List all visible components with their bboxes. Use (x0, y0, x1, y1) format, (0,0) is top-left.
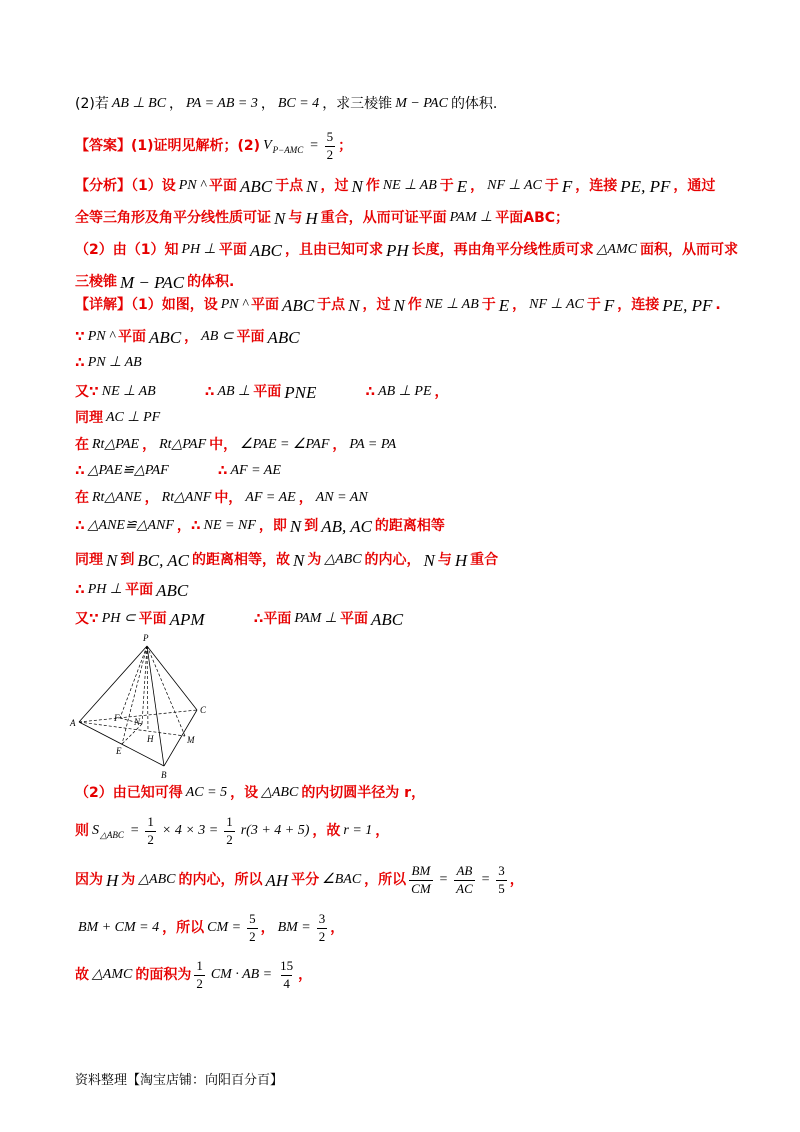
plain-text: ， (169, 96, 184, 112)
segment-ph (147, 646, 148, 731)
math-expression: PN ⊥ AB (87, 355, 142, 370)
math-expression: Rt△PAF (159, 437, 207, 452)
fraction-numerator: BM (411, 862, 431, 878)
emphasis-text: ∴ (75, 355, 85, 371)
part2-line-2 (75, 813, 390, 847)
math-expression: Rt△PAE (92, 437, 140, 452)
part2-line-4 (75, 910, 345, 944)
math-expression: BM = (277, 920, 311, 935)
emphasis-text: 则 (75, 823, 89, 839)
emphasis-text: 同理 (75, 410, 103, 426)
vertex-label-p: P (143, 633, 149, 643)
math-expression: ABC (149, 327, 182, 347)
emphasis-text: 【分析】（1）设 (75, 178, 176, 194)
emphasis-text: ∴ (204, 384, 215, 400)
emphasis-text: ∴平面 (253, 611, 292, 627)
emphasis-text: 到 (304, 518, 319, 534)
fraction-denominator: 2 (318, 928, 326, 944)
emphasis-text: 全等三角形及角平分线性质可证 (75, 210, 271, 226)
emphasis-text: 长度，再由角平分线性质可求 (411, 242, 594, 258)
page-footer: 资料整理【淘宝店铺：向阳百分百】 (75, 1072, 284, 1088)
math-expression: r = 1 (343, 823, 373, 838)
emphasis-text: ； (338, 138, 353, 154)
fraction-denominator: 2 (326, 146, 334, 162)
emphasis-text: 的内心， (364, 552, 421, 568)
emphasis-text: . (715, 297, 721, 313)
math-expression: △ABC (324, 552, 362, 567)
emphasis-text: 在 (75, 437, 89, 453)
emphasis-text: ， (330, 920, 345, 936)
emphasis-text: ， (332, 437, 347, 453)
math-expression: N (306, 176, 318, 196)
math-expression: CM = (207, 920, 242, 935)
fraction (409, 864, 433, 897)
fraction-numerator: 1 (147, 813, 154, 829)
math-expression: ABC (371, 609, 404, 629)
emphasis-text: （2）由（1）知 (75, 242, 179, 258)
emphasis-text: 平面 (118, 329, 147, 345)
math-expression: = (480, 872, 491, 887)
fraction-numerator: 5 (326, 128, 334, 144)
edge-ab (79, 722, 164, 766)
math-expression: NE ⊥ AB (424, 297, 479, 312)
math-expression: AB, AC (321, 516, 372, 536)
fraction (317, 912, 328, 945)
detail-line-8 (75, 484, 371, 512)
math-expression: N (292, 550, 305, 570)
math-expression: PH ⊥ (87, 582, 123, 597)
math-expression: N (289, 516, 302, 536)
math-expression: BM + CM = 4 (78, 920, 160, 935)
analysis-line-1 (75, 172, 715, 200)
math-expression: PA = PA (349, 437, 397, 452)
math-expression: × 4 × 3 = (161, 823, 219, 838)
emphasis-text: ，即 (258, 518, 287, 534)
math-expression: △ANE≌△ANF (87, 518, 174, 533)
segment-am (79, 722, 185, 736)
emphasis-text: ， (142, 437, 157, 453)
emphasis-text: ∴ (365, 384, 376, 400)
math-expression: r(3 + 4 + 5) (240, 823, 310, 838)
detail-line-7 (75, 457, 284, 485)
emphasis-text: 作 (407, 297, 422, 313)
math-expression: △PAE≌△PAF (87, 463, 169, 478)
fraction-denominator: CM (411, 880, 431, 896)
math-expression: AB ⊥ BC (111, 96, 167, 111)
point-label-h: H (147, 734, 154, 744)
math-expression: = (309, 138, 319, 153)
segment-ne (122, 724, 142, 744)
emphasis-text: 的内切圆半径为 r， (301, 785, 426, 801)
math-expression: Rt△ANE (92, 490, 142, 505)
math-expression: PNE (284, 382, 317, 402)
symbol-subscript: P−AMC (272, 145, 304, 155)
math-expression: AC ⊥ PF (106, 410, 161, 425)
math-expression: N (348, 295, 360, 315)
detail-line-10 (75, 546, 498, 574)
part2-line-1 (75, 779, 425, 807)
emphasis-text: 同理 (75, 552, 103, 568)
math-expression: M − PAC (395, 96, 448, 111)
math-expression: = (438, 872, 449, 887)
math-expression: ABC (240, 176, 273, 196)
vertex-label-c: C (200, 705, 207, 715)
math-expression: H (106, 870, 119, 890)
plain-text: 的体积. (450, 96, 498, 112)
symbol-subscript: △ABC (100, 830, 124, 840)
vertex-label-a: A (70, 718, 76, 728)
segment-pm (147, 646, 185, 736)
point-label-e: E (116, 746, 122, 756)
emphasis-text: ∴ (75, 582, 85, 598)
math-expression: ABC (249, 240, 282, 260)
math-expression: NF ⊥ AC (487, 178, 542, 193)
math-expression: ABC (156, 580, 189, 600)
detail-line-2 (75, 323, 303, 351)
emphasis-text: 的面积为 (135, 967, 192, 983)
emphasis-text: ，通过 (673, 178, 716, 194)
math-expression: AC = 5 (185, 785, 228, 800)
fraction (325, 130, 336, 163)
math-expression: NE ⊥ AB (101, 384, 156, 399)
emphasis-text: 与 (437, 552, 452, 568)
math-expression: ∠BAC (322, 872, 362, 887)
fraction-numerator: 3 (318, 910, 326, 926)
plain-text: ，求三棱锥 (322, 96, 393, 112)
fraction (224, 815, 235, 848)
math-expression: NF ⊥ AC (529, 297, 584, 312)
math-expression: PAM ⊥ (294, 611, 337, 626)
math-expression: PN ^ (87, 329, 116, 344)
detail-line-12 (75, 605, 406, 633)
math-expression: F (561, 176, 573, 196)
math-expression: PH ⊥ (181, 242, 216, 257)
emphasis-text: 为 (307, 552, 322, 568)
detail-line-1 (75, 291, 721, 319)
emphasis-text: 于 (481, 297, 496, 313)
math-expression: PN ^ (220, 297, 249, 312)
detail-line-9 (75, 512, 445, 540)
emphasis-text: ，故 (312, 823, 341, 839)
math-expression: PH (385, 240, 409, 260)
fraction-denominator: 2 (226, 831, 233, 847)
emphasis-text: ， (509, 872, 524, 888)
emphasis-text: ∴ (75, 518, 85, 534)
math-expression: E (498, 295, 510, 315)
fraction (194, 959, 205, 992)
fraction-numerator: 3 (498, 862, 505, 878)
emphasis-text: 重合 (470, 552, 499, 568)
math-expression: CM · AB = (210, 967, 273, 982)
emphasis-text: ， (470, 178, 485, 194)
emphasis-text: ，∴ (176, 518, 201, 534)
detail-line-3 (75, 349, 145, 377)
emphasis-text: 又∵ (75, 384, 99, 400)
emphasis-text: 平面 (251, 297, 280, 313)
analysis-line-2 (75, 204, 569, 232)
math-expression: Rt△ANF (161, 490, 212, 505)
emphasis-text: 的距离相等，故 (191, 552, 290, 568)
plain-text: ， (260, 96, 275, 112)
fraction (145, 815, 156, 848)
math-expression: H (305, 208, 318, 228)
math-expression: ABC (282, 295, 315, 315)
emphasis-text: ∴ (75, 463, 85, 479)
emphasis-text: ， (260, 920, 275, 936)
math-expression: △ABC (261, 785, 299, 800)
fraction-numerator: 5 (249, 910, 256, 926)
emphasis-text: 故 (75, 967, 89, 983)
emphasis-text: 的体积. (187, 274, 235, 290)
math-expression: NE = NF (203, 518, 256, 533)
detail-line-5 (75, 404, 163, 432)
pyramid-figure (68, 632, 228, 782)
fraction (454, 864, 475, 897)
emphasis-text: 平面 (125, 582, 154, 598)
math-expression: N (393, 295, 405, 315)
math-expression: △ABC (138, 872, 176, 887)
emphasis-text: ，且由已知可求 (284, 242, 383, 258)
emphasis-text: 平面 (253, 384, 282, 400)
symbol-base: S (92, 823, 99, 838)
point-label-f: F (114, 713, 120, 723)
emphasis-text: ， (184, 329, 199, 345)
math-expression: N (423, 550, 435, 570)
math-expression: N (351, 176, 363, 196)
emphasis-text: 于 (586, 297, 601, 313)
detail-line-11 (75, 576, 191, 604)
detail-line-6 (75, 431, 399, 459)
plain-text: (2)若 (75, 96, 109, 112)
emphasis-text: 【详解】（1）如图，设 (75, 297, 218, 313)
math-expression: △AMC (596, 242, 637, 257)
emphasis-text: ，所以 (162, 920, 205, 936)
emphasis-text: ， (298, 490, 313, 506)
subscripted-symbol (92, 824, 124, 838)
detail-line-4 (75, 378, 449, 406)
math-expression: F (603, 295, 615, 315)
math-expression: N (106, 550, 118, 570)
fraction-denominator: 4 (283, 975, 290, 991)
emphasis-text: 中， (214, 490, 243, 506)
emphasis-text: 于 (544, 178, 559, 194)
emphasis-text: 【答案】(1)证明见解析；(2) (75, 138, 261, 154)
math-expression: AH (265, 870, 289, 890)
fraction-numerator: 1 (226, 813, 233, 829)
fraction-denominator: 2 (249, 928, 256, 944)
analysis-line-3 (75, 236, 738, 264)
emphasis-text: 的距离相等 (374, 518, 445, 534)
math-expression: = (129, 823, 140, 838)
emphasis-text: ，设 (230, 785, 259, 801)
emphasis-text: 于点 (275, 178, 304, 194)
emphasis-text: 又∵ (75, 611, 99, 627)
emphasis-text: 平面 (138, 611, 167, 627)
fraction-denominator: 2 (196, 975, 203, 991)
emphasis-text: 作 (365, 178, 380, 194)
emphasis-text: 于 (439, 178, 454, 194)
part2-line-3 (75, 862, 524, 896)
math-expression: ABC (267, 327, 300, 347)
fraction-numerator: 1 (196, 957, 203, 973)
math-expression: N (274, 208, 286, 228)
math-expression: PH ⊂ (101, 611, 136, 626)
emphasis-text: 中， (209, 437, 238, 453)
question-line (75, 90, 497, 118)
fraction-denominator: AC (456, 880, 473, 896)
math-expression: AF = AE (245, 490, 296, 505)
emphasis-text: ， (144, 490, 159, 506)
math-expression: NE ⊥ AB (382, 178, 437, 193)
math-expression: PA = AB = 3 (186, 96, 258, 111)
emphasis-text: ∵ (75, 329, 85, 345)
math-expression: PAM ⊥ (449, 210, 493, 225)
fraction-numerator: AB (456, 862, 473, 878)
emphasis-text: ∴ (217, 463, 228, 479)
emphasis-text: ， (375, 823, 390, 839)
fraction-numerator: 15 (280, 957, 294, 973)
emphasis-text: 到 (120, 552, 135, 568)
symbol-base: V (263, 138, 272, 153)
emphasis-text: ， (434, 384, 449, 400)
vertex-label-b: B (161, 770, 167, 780)
fraction (247, 912, 258, 945)
vertex-label-m: M (187, 735, 195, 745)
emphasis-text: 因为 (75, 872, 103, 888)
math-expression: BC = 4 (277, 96, 320, 111)
emphasis-text: ，过 (362, 297, 391, 313)
math-expression: AB ⊥ PE (378, 384, 432, 399)
math-expression: PE, PF (620, 176, 671, 196)
math-expression: H (454, 550, 468, 570)
emphasis-text: 平面 (340, 611, 368, 627)
math-expression: PN ^ (178, 178, 207, 193)
math-expression: AB ⊂ (201, 329, 234, 344)
emphasis-text: （2）由已知可得 (75, 785, 183, 801)
emphasis-text: ，过 (320, 178, 349, 194)
emphasis-text: 三棱锥 (75, 274, 117, 290)
point-label-n: N (134, 717, 141, 727)
math-expression: ∠PAE = ∠PAF (240, 437, 330, 452)
math-expression: AN = AN (315, 490, 368, 505)
emphasis-text: ，连接 (575, 178, 618, 194)
emphasis-text: 在 (75, 490, 89, 506)
emphasis-text: 的内心，所以 (178, 872, 263, 888)
emphasis-text: ， (298, 967, 313, 983)
fraction-denominator: 2 (147, 831, 154, 847)
edge-pa (79, 646, 147, 722)
answer-line (75, 128, 353, 162)
emphasis-text: 重合，从而可证平面 (320, 210, 447, 226)
math-expression: PE, PF (662, 295, 713, 315)
fraction-denominator: 5 (498, 880, 505, 896)
emphasis-text: 平分 (291, 872, 320, 888)
part2-line-5 (75, 957, 313, 991)
math-expression: M − PAC (120, 272, 185, 292)
emphasis-text: 平面ABC； (495, 210, 570, 226)
emphasis-text: 与 (288, 210, 303, 226)
emphasis-text: ， (512, 297, 527, 313)
math-expression: △AMC (92, 967, 133, 982)
fraction (496, 864, 507, 897)
math-expression: AB ⊥ (217, 384, 251, 399)
emphasis-text: ，所以 (364, 872, 407, 888)
subscripted-symbol (263, 139, 303, 153)
math-expression: E (456, 176, 468, 196)
emphasis-text: 平面 (209, 178, 238, 194)
emphasis-text: 于点 (317, 297, 346, 313)
math-expression: APM (169, 609, 205, 629)
emphasis-text: 平面 (218, 242, 247, 258)
emphasis-text: 平面 (236, 329, 265, 345)
emphasis-text: 为 (121, 872, 136, 888)
emphasis-text: 面积，从而可求 (639, 242, 738, 258)
math-expression: BC, AC (137, 550, 189, 570)
math-expression: AF = AE (230, 463, 281, 478)
fraction (278, 959, 295, 992)
emphasis-text: ，连接 (617, 297, 660, 313)
